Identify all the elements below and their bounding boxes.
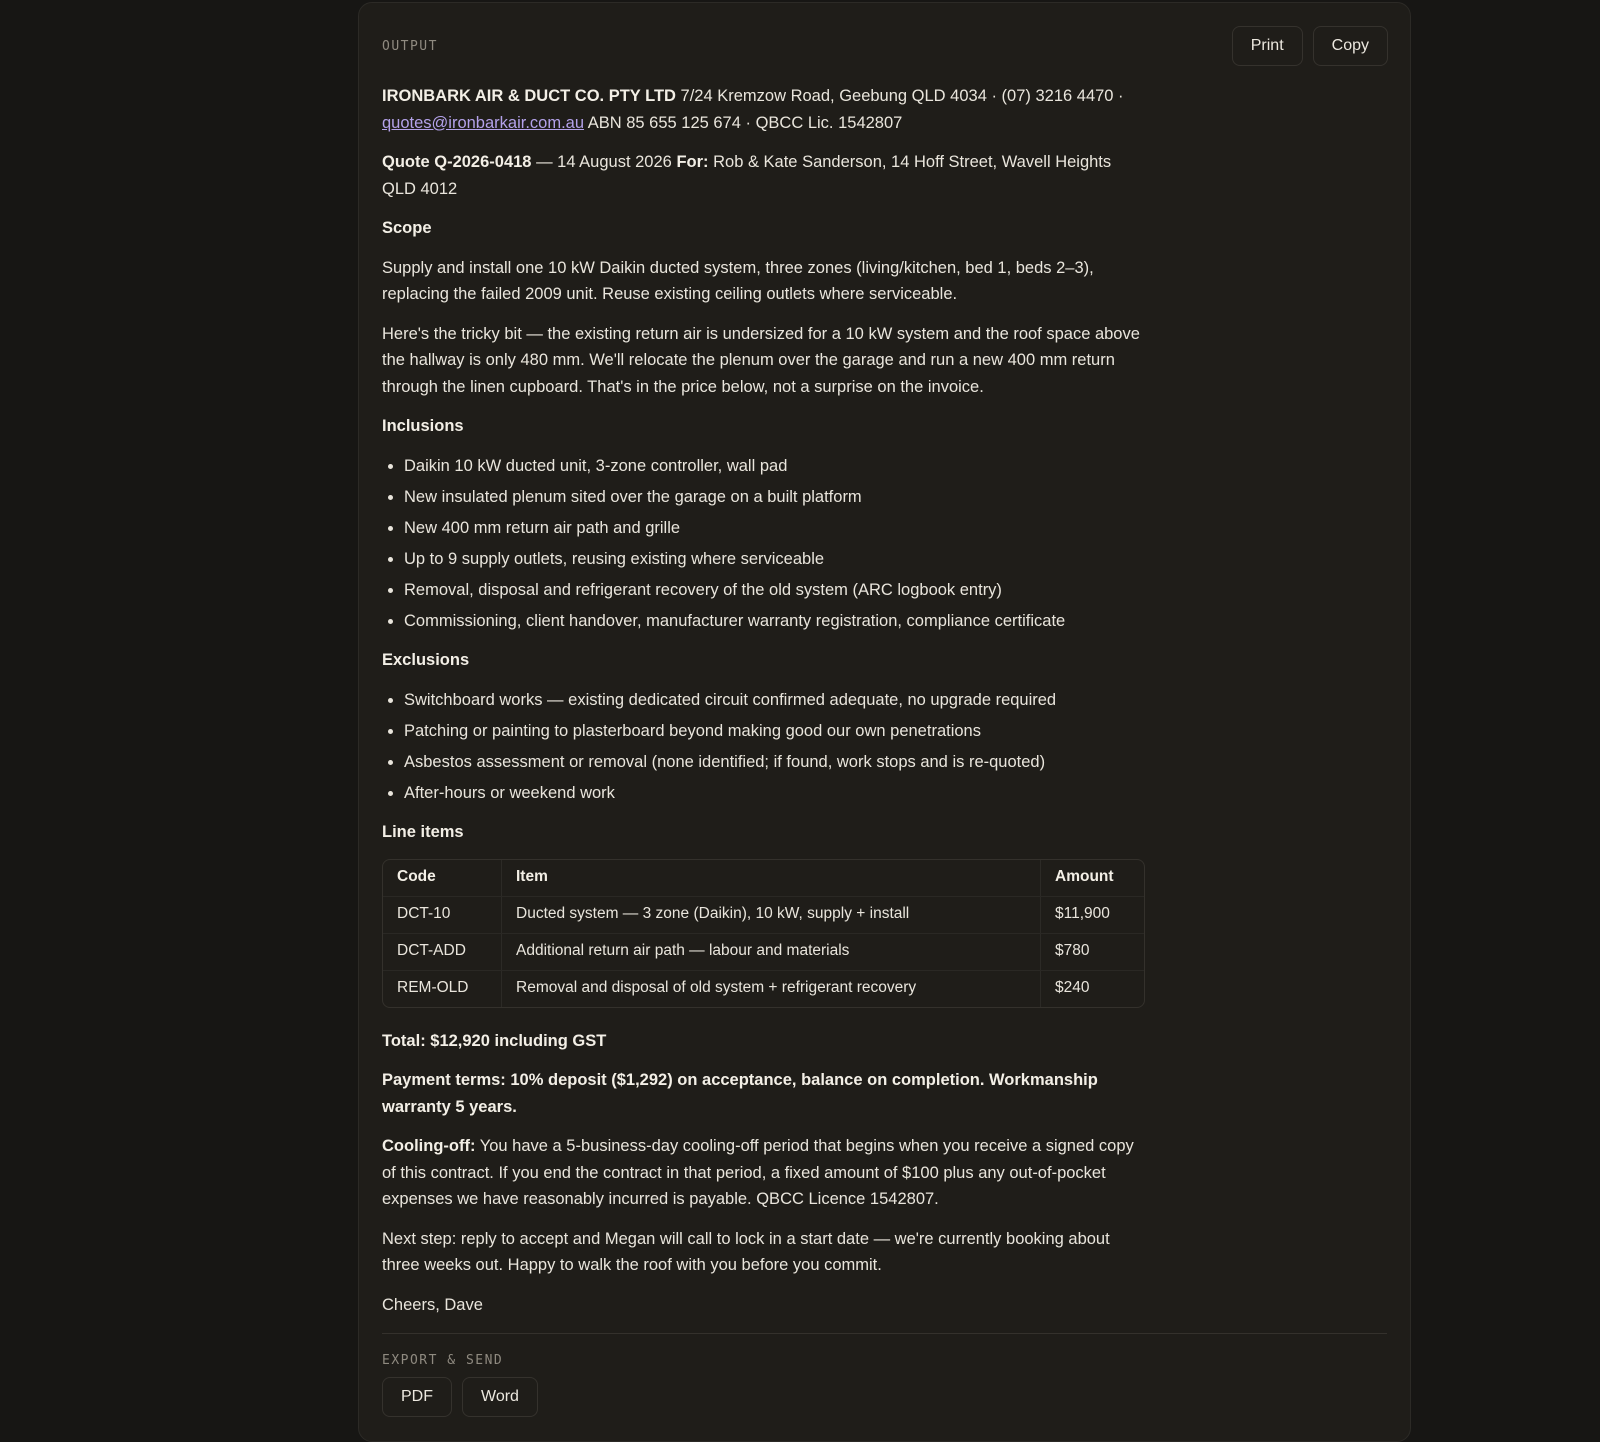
payment-terms: Payment terms: 10% deposit ($1,292) on acceptance, balance on completion. Workmanship warranty 5 years. (382, 1071, 1098, 1116)
exclusions-heading: Exclusions (382, 651, 470, 669)
cell-amount: $240 (1041, 970, 1145, 1007)
table-header-row (383, 860, 1144, 897)
quote-client: Rob & Kate Sanderson, 14 Hoff Street, Wavell Heights QLD 4012 (382, 153, 1112, 198)
cell-amount: $11,900 (1041, 896, 1145, 933)
scope-paragraph-2: Here's the tricky bit — the existing return air is undersized for a 10 kW system and the roof space above the hallway is only 480 mm. We'll relocate the plenum over the garage and run a new 400 mm return through the linen cupboard. That's in the price below, not a surprise on the invoice. (382, 324, 1140, 396)
export-pdf-button[interactable]: PDF (382, 1377, 452, 1417)
quote-total: Total: $12,920 including GST (382, 1031, 607, 1050)
cell-item: Removal and disposal of old system + refrigerant recovery (502, 970, 1041, 1007)
list-item: • Patching or painting to plasterboard beyond making good our own penetrations (404, 718, 1142, 745)
quote-number: Quote Q-2026-0418 (382, 153, 532, 171)
cell-code: DCT-ADD (383, 933, 502, 970)
output-panel (358, 2, 1411, 1442)
cell-code: REM-OLD (397, 979, 469, 997)
cooling-off-paragraph (382, 1133, 1142, 1213)
column-header-item: Item (502, 860, 1041, 897)
output-label: OUTPUT (382, 39, 438, 54)
company-header (382, 83, 1142, 136)
section-divider (382, 1333, 1387, 1334)
list-item: • New 400 mm return air path and grille (404, 515, 1142, 542)
export-label: EXPORT & SEND (382, 1353, 504, 1368)
table-row (383, 970, 1144, 1007)
quote-meta (382, 149, 1142, 202)
cooling-off-label: Cooling-off: (382, 1137, 476, 1155)
output-actions (1232, 26, 1388, 66)
cell-code: DCT-10 (383, 896, 502, 933)
cell-amount: $780 (1041, 933, 1145, 970)
company-email-link[interactable]: quotes@ironbarkair.com.au (382, 113, 585, 132)
cell-item: Additional return air path — labour and materials (502, 933, 1041, 970)
exclusions-list (382, 687, 1142, 807)
signoff: Cheers, Dave (382, 1295, 483, 1314)
company-name: IRONBARK AIR & DUCT CO. PTY LTD (382, 87, 676, 105)
column-header-code: Code (383, 860, 502, 897)
column-header-amount: Amount (1041, 860, 1145, 897)
inclusions-heading: Inclusions (382, 417, 464, 435)
list-item: • Switchboard works — existing dedicated circuit confirmed adequate, no upgrade required (404, 687, 1142, 714)
table-row (383, 896, 1144, 933)
copy-button[interactable]: Copy (1313, 26, 1388, 66)
list-item: • Removal, disposal and refrigerant recovery of the old system (ARC logbook entry) (404, 577, 1142, 604)
line-items-table (382, 859, 1145, 1008)
inclusions-list (382, 453, 1142, 635)
quote-document (382, 83, 1142, 1331)
list-item: • New insulated plenum sited over the garage on a built platform (404, 484, 1142, 511)
export-actions (382, 1377, 538, 1417)
scope-heading: Scope (382, 219, 432, 237)
company-address: 7/24 Kremzow Road, Geebung QLD 4034 · (07) 3216 4470 · (675, 87, 1124, 105)
cooling-off-text: You have a 5-business-day cooling-off period that begins when you receive a signed copy of this contract. If you end the contract in that period, a fixed amount of $100 plus any out-of-pocket expenses we have reasonably incurred is payable. QBCC Licence 1542807. (382, 1137, 1134, 1208)
list-item: • Up to 9 supply outlets, reusing existing where serviceable (404, 546, 1142, 573)
cell-item: Ducted system — 3 zone (Daikin), 10 kW, supply + install (502, 896, 1041, 933)
quote-date: — 14 August 2026 (531, 153, 677, 171)
next-step-paragraph: Next step: reply to accept and Megan will call to lock in a start date — we're currently booking about three weeks out. Happy to walk the roof with you before you commit. (382, 1229, 1110, 1274)
table-row (383, 933, 1144, 970)
list-item: • Asbestos assessment or removal (none identified; if found, work stops and is re-quoted) (404, 749, 1142, 776)
print-button[interactable]: Print (1232, 26, 1303, 66)
export-word-button[interactable]: Word (462, 1377, 538, 1417)
company-abn: ABN 85 655 125 674 · QBCC Lic. 1542807 (584, 113, 903, 132)
line-items-heading: Line items (382, 823, 464, 841)
list-item: • Commissioning, client handover, manufacturer warranty registration, compliance certificate (404, 608, 1142, 635)
scope-paragraph-1: Supply and install one 10 kW Daikin ducted system, three zones (living/kitchen, bed 1, beds 2–3), replacing the failed 2009 unit. Reuse existing ceiling outlets where serviceable. (382, 258, 1094, 303)
list-item: • After-hours or weekend work (404, 780, 1142, 807)
quote-for-label: For: (676, 153, 709, 171)
list-item: • Daikin 10 kW ducted unit, 3-zone controller, wall pad (404, 453, 1142, 480)
